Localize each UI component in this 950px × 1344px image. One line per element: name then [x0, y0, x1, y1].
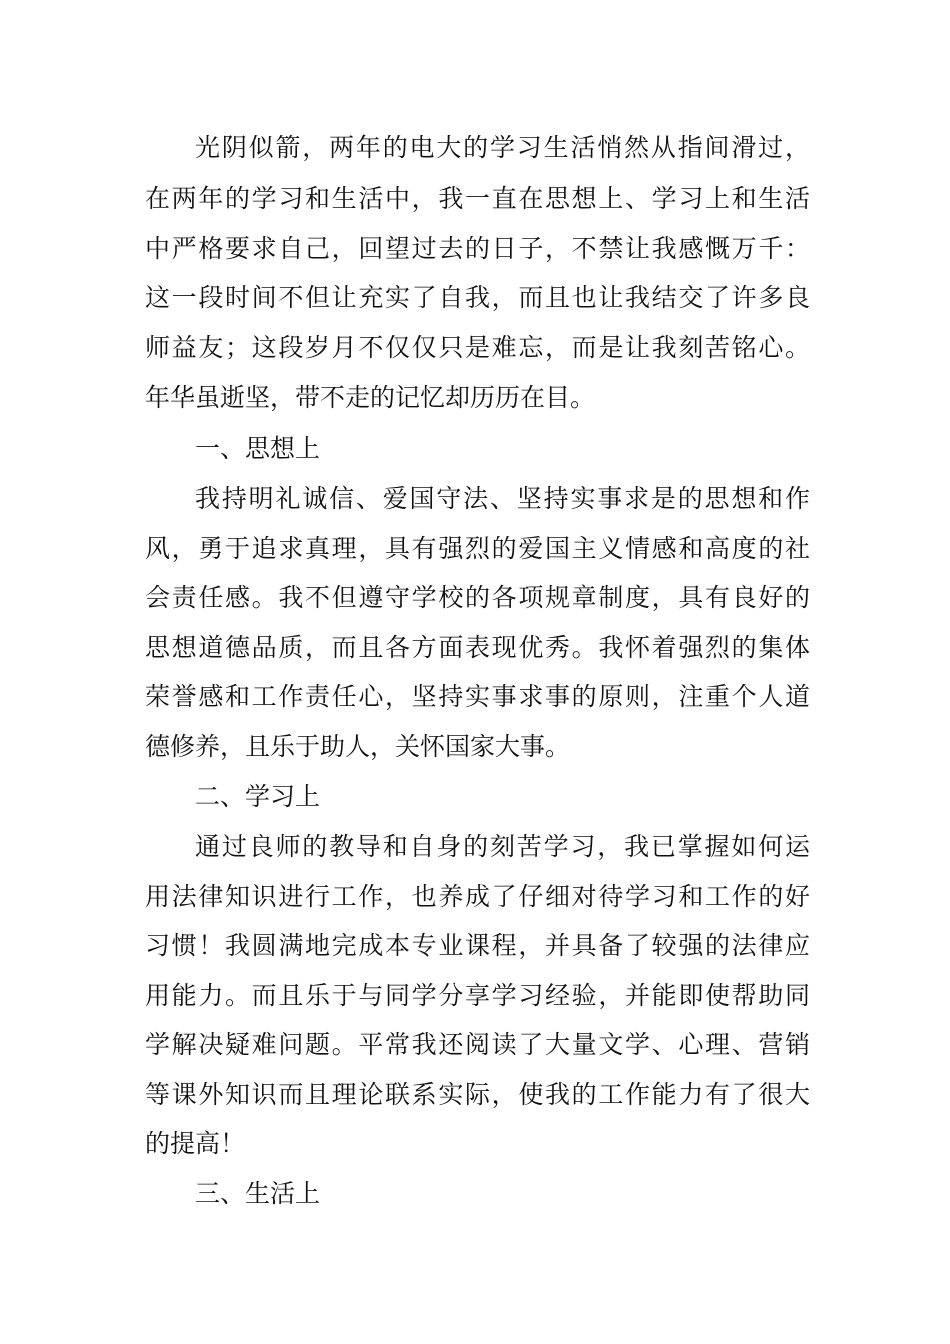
text-line: 荣誉感和工作责任心，坚持实事求事的原则，注重个人道: [145, 682, 810, 711]
text-line: 等课外知识而且理论联系实际，使我的工作能力有了很大: [145, 1080, 810, 1109]
text-line: 德修养，且乐于助人，关怀国家大事。: [145, 732, 571, 761]
text-line: 用能力。而且乐于与同学分享学习经验，并能即使帮助同: [145, 981, 810, 1010]
text-line: 年华虽逝坚，带不走的记忆却历历在目。: [145, 383, 596, 412]
text-line: 二、学习上: [195, 782, 321, 811]
text-line: 学解决疑难问题。平常我还阅读了大量文学、心理、营销: [145, 1030, 810, 1059]
text-line: 用法律知识进行工作，也养成了仔细对待学习和工作的好: [145, 882, 810, 911]
text-line: 思想道德品质，而且各方面表现优秀。我怀着强烈的集体: [145, 633, 810, 662]
text-line: 这一段时间不但让充实了自我，而且也让我结交了许多良: [145, 283, 810, 312]
text-line: 师益友；这段岁月不仅仅只是难忘，而是让我刻苦铭心。: [145, 333, 810, 362]
text-line: 我持明礼诚信、爱国守法、坚持实事求是的思想和作: [195, 484, 810, 513]
text-line: 通过良师的教导和自身的刻苦学习，我已掌握如何运: [195, 832, 810, 861]
text-line: 光阴似箭，两年的电大的学习生活悄然从指间滑过，: [195, 133, 810, 162]
text-line: 一、思想上: [195, 434, 321, 463]
text-line: 在两年的学习和生活中，我一直在思想上、学习上和生活: [145, 184, 810, 213]
text-line: 中严格要求自己，回望过去的日子，不禁让我感慨万千：: [145, 234, 810, 263]
text-line: 习惯！我圆满地完成本专业课程，并具备了较强的法律应: [145, 931, 810, 960]
text-line: 的提高！: [145, 1129, 246, 1158]
text-line: 风，勇于追求真理，具有强烈的爱国主义情感和高度的社: [145, 534, 810, 563]
text-line: 三、生活上: [195, 1179, 321, 1208]
text-line: 会责任感。我不但遵守学校的各项规章制度，具有良好的: [145, 583, 810, 612]
